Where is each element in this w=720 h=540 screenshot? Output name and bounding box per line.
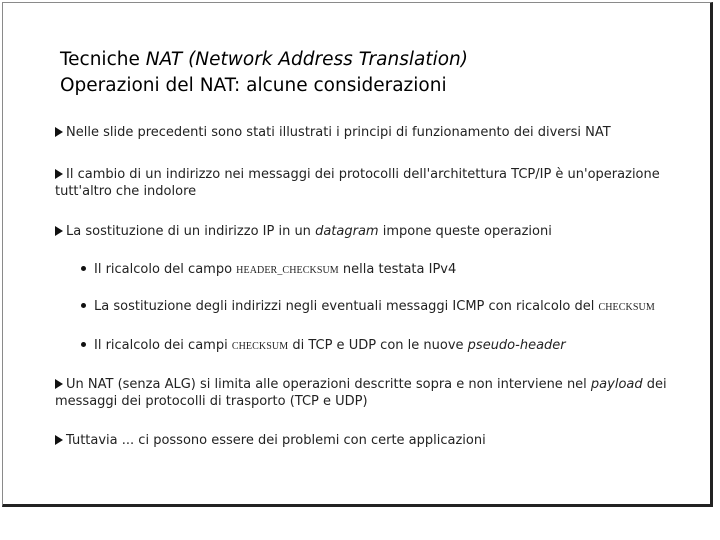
arrow-bullet-icon: [55, 435, 63, 445]
arrow-bullet-icon: [55, 379, 63, 389]
subbullet-2: La sostituzione degli indirizzi negli eventuali messaggi ICMP con ricalcolo del CHECKSUM: [81, 298, 655, 316]
slide-frame: [2, 2, 713, 507]
slide-title: [60, 47, 468, 99]
dot-bullet-icon: [81, 342, 86, 347]
subbullet-1: Il ricalcolo del campo HEADER_CHECKSUM nella testata IPv4: [81, 261, 456, 279]
title-prefix: Tecniche: [60, 49, 146, 70]
bullet-3: La sostituzione di un indirizzo IP in un datagram impone queste operazioni: [55, 223, 675, 240]
title-italic: NAT (Network Address Translation): [145, 49, 468, 70]
title-line-1: [60, 47, 468, 73]
bullet-5: Tuttavia ... ci possono essere dei problemi con certe applicazioni: [55, 432, 675, 449]
arrow-bullet-icon: [55, 127, 63, 137]
bullet-1: Nelle slide precedenti sono stati illustrati i principi di funzionamento dei diversi NAT: [55, 124, 675, 141]
title-line-2: Operazioni del NAT: alcune considerazioni: [60, 75, 447, 96]
subbullet-3: Il ricalcolo dei campi CHECKSUM di TCP e UDP con le nuove pseudo-header: [81, 337, 566, 355]
bullet-4: Un NAT (senza ALG) si limita alle operazioni descritte sopra e non interviene nel payload dei messaggi dei protocolli di trasporto (TCP e UDP): [55, 377, 667, 409]
bullet-2: Il cambio di un indirizzo nei messaggi dei protocolli dell'architettura TCP/IP è un'operazione tutt'altro che indolore: [55, 167, 660, 199]
dot-bullet-icon: [81, 303, 86, 308]
dot-bullet-icon: [81, 266, 86, 271]
arrow-bullet-icon: [55, 169, 63, 179]
arrow-bullet-icon: [55, 226, 63, 236]
